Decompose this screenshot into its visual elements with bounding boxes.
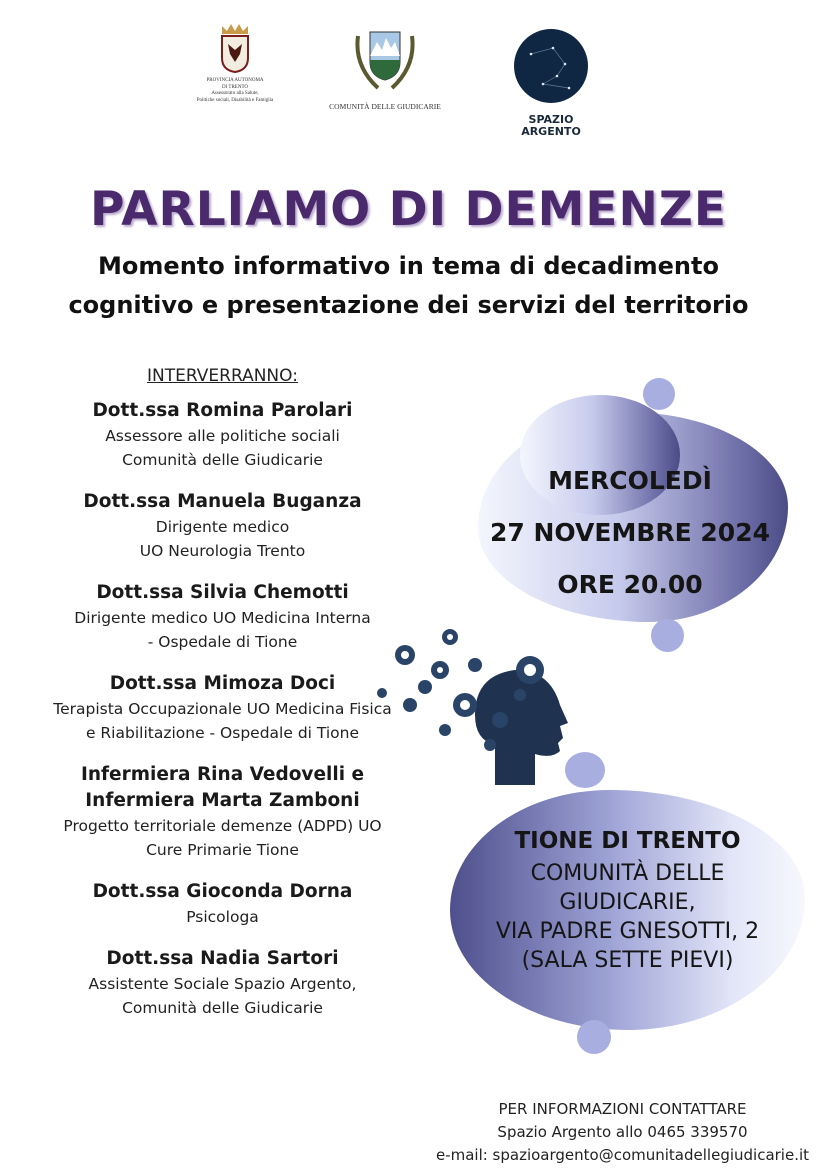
decor-dot xyxy=(651,619,684,652)
speaker xyxy=(20,580,425,654)
speakers-header: INTERVERRANNO: xyxy=(147,366,298,386)
speaker-name: Infermiera Rina Vedovelli e xyxy=(80,764,365,785)
speaker-role: Assistente Sociale Spazio Argento, xyxy=(88,975,357,993)
comunita-name: COMUNITÀ DELLE GIUDICARIE xyxy=(329,102,441,111)
speaker-role: Assessore alle politiche sociali xyxy=(105,427,340,445)
subtitle-line-1: Momento informativo in tema di decadimento xyxy=(98,252,719,280)
event-time: ORE 20.00 xyxy=(557,570,703,599)
contact-phone: Spazio Argento allo 0465 339570 xyxy=(497,1123,748,1141)
head-gears-icon xyxy=(370,625,580,790)
spazio-argento-logo xyxy=(512,28,590,138)
contact-header: PER INFORMAZIONI CONTATTARE xyxy=(498,1100,747,1118)
speaker-role: e Riabilitazione - Ospedale di Tione xyxy=(85,724,360,742)
venue xyxy=(455,823,800,975)
comunita-logo xyxy=(320,26,450,112)
speaker-name: Infermiera Marta Zamboni xyxy=(85,790,360,811)
decor-dot xyxy=(565,752,605,788)
speaker-role: Terapista Occupazionale UO Medicina Fisica xyxy=(53,700,392,718)
venue-line: GIUDICARIE, xyxy=(559,890,696,915)
event-day: MERCOLEDÌ xyxy=(548,466,712,495)
provincia-line: Politiche sociali, Disabilità e Famiglia xyxy=(196,97,274,103)
speaker xyxy=(20,879,425,929)
speaker-role: Progetto territoriale demenze (ADPD) UO xyxy=(63,817,382,835)
speaker xyxy=(20,489,425,563)
provincia-line: Assessorato alla Salute, xyxy=(211,91,259,96)
speaker xyxy=(20,762,425,862)
speaker-name: Dott.ssa Nadia Sartori xyxy=(106,948,339,969)
event-date xyxy=(470,455,790,611)
venue-line: (SALA SETTE PIEVI) xyxy=(521,948,734,973)
venue-line: COMUNITÀ DELLE xyxy=(530,861,725,886)
speaker-name: Dott.ssa Romina Parolari xyxy=(92,400,353,421)
speaker xyxy=(20,671,425,745)
speaker xyxy=(20,946,425,1020)
speaker-name: Dott.ssa Silvia Chemotti xyxy=(96,582,349,603)
speaker-role: Psicologa xyxy=(186,908,259,926)
speakers-list xyxy=(20,366,425,1037)
eagle-crest-icon xyxy=(218,22,252,74)
provincia-line: DI TRENTO xyxy=(221,84,249,90)
page-title: PARLIAMO DI DEMENZE xyxy=(90,182,727,237)
decor-dot xyxy=(643,378,675,410)
speaker-name: Dott.ssa Manuela Buganza xyxy=(83,491,362,512)
argento-word: ARGENTO xyxy=(521,125,581,138)
speaker-role: Comunità delle Giudicarie xyxy=(122,999,323,1017)
speaker xyxy=(20,398,425,472)
venue-line: VIA PADRE GNESOTTI, 2 xyxy=(495,919,760,944)
speaker-role: Cure Primarie Tione xyxy=(146,841,299,859)
speaker-role: - Ospedale di Tione xyxy=(147,633,298,651)
speaker-role: Comunità delle Giudicarie xyxy=(122,451,323,469)
speaker-role: Dirigente medico xyxy=(155,518,290,536)
contact-info xyxy=(430,1098,815,1167)
provincia-line: PROVINCIA AUTONOMA xyxy=(206,78,264,83)
speaker-name: Dott.ssa Mimoza Doci xyxy=(109,673,336,694)
comunita-crest-icon xyxy=(350,26,420,94)
spazio-word: SPAZIO xyxy=(528,113,574,126)
contact-email[interactable]: e-mail: spazioargento@comunitadellegiudicarie.it xyxy=(435,1146,810,1164)
constellation-icon xyxy=(513,28,589,104)
subtitle-line-2: cognitivo e presentazione dei servizi del territorio xyxy=(68,291,749,319)
venue-city: TIONE DI TRENTO xyxy=(514,828,741,854)
decor-dot xyxy=(577,1020,611,1054)
speaker-role: UO Neurologia Trento xyxy=(139,542,306,560)
speaker-name: Dott.ssa Gioconda Dorna xyxy=(92,881,353,902)
provincia-logo xyxy=(190,22,280,104)
event-full-date: 27 NOVEMBRE 2024 xyxy=(490,518,770,547)
speaker-role: Dirigente medico UO Medicina Interna xyxy=(74,609,371,627)
